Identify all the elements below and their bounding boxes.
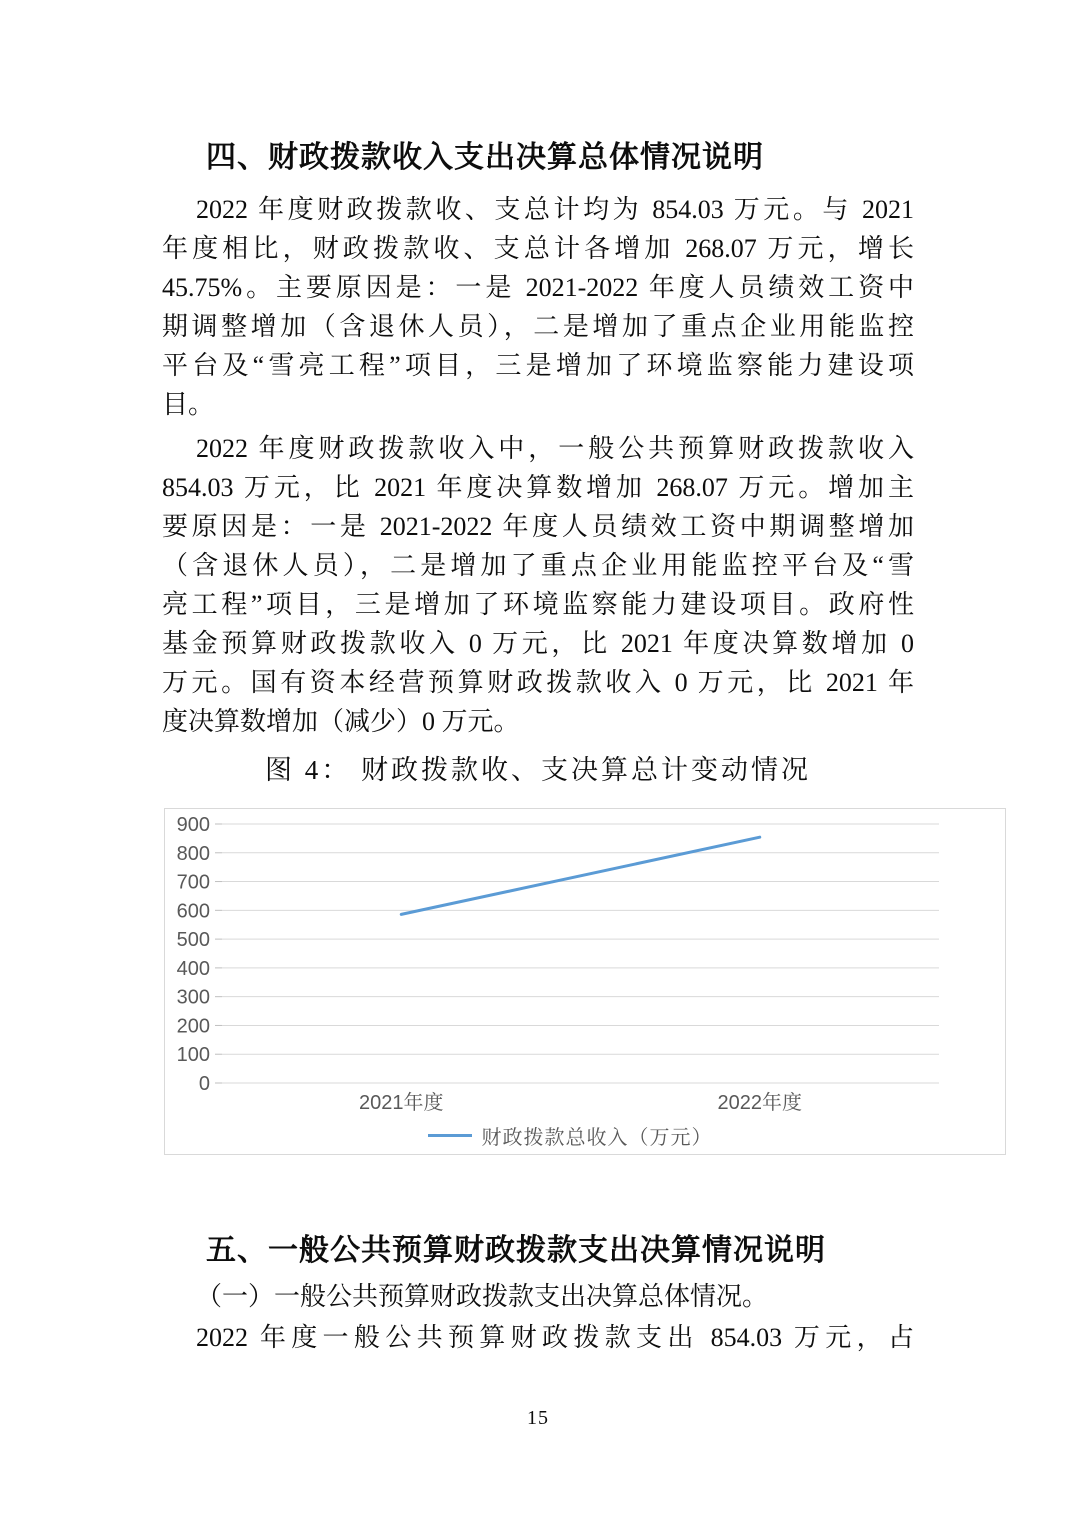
section5-heading: 五、一般公共预算财政拨款支出决算情况说明 xyxy=(206,1234,826,1267)
page-number: 15 xyxy=(527,1407,549,1429)
section5-paragraph-2 xyxy=(162,1318,914,1357)
text-line: （含退休人员），二是增加了重点企业用能监控平台及“雪 xyxy=(162,551,914,580)
x-category-label: 2021年度 xyxy=(359,1092,444,1114)
y-tick-label: 700 xyxy=(176,871,210,894)
y-tick-label: 600 xyxy=(176,900,210,923)
chart-canvas xyxy=(165,809,1005,1154)
text-line: 平台及“雪亮工程”项目，三是增加了环境监察能力建设项 xyxy=(162,351,914,380)
chart-legend xyxy=(165,1121,975,1150)
series-line xyxy=(401,837,760,914)
text-line: 年度相比，财政拨款收、支总计各增加 268.07 万元，增长 xyxy=(162,234,914,263)
y-tick-label: 800 xyxy=(176,842,210,865)
section4-paragraph-2 xyxy=(162,429,914,741)
y-tick-label: 100 xyxy=(176,1044,210,1067)
text-line: 万元。国有资本经营预算财政拨款收入 0 万元，比 2021 年 xyxy=(162,668,914,697)
x-category-label: 2022年度 xyxy=(717,1092,802,1114)
text-line: 度决算数增加（减少）0 万元。 xyxy=(162,707,520,736)
y-tick-label: 400 xyxy=(176,957,210,980)
text-line: 目。 xyxy=(162,390,215,419)
text-line: 2022 年度财政拨款收、支总计均为 854.03 万元。与 2021 xyxy=(196,195,914,224)
text-line: 基金预算财政拨款收入 0 万元，比 2021 年度决算数增加 0 xyxy=(162,629,914,658)
y-tick-label: 0 xyxy=(198,1073,210,1095)
text-line: 要原因是：一是 2021-2022 年度人员绩效工资中期调整增加 xyxy=(162,512,914,541)
text-line: 期调整增加（含退休人员），二是增加了重点企业用能监控 xyxy=(162,312,914,341)
legend-line-marker xyxy=(428,1134,472,1137)
y-tick-label: 200 xyxy=(176,1015,210,1038)
text-line: 2022 年度一般公共预算财政拨款支出 854.03 万元，占 xyxy=(196,1323,914,1352)
section4-heading: 四、财政拨款收入支出决算总体情况说明 xyxy=(206,141,764,174)
y-tick-label: 500 xyxy=(176,929,210,952)
section4-paragraph-1 xyxy=(162,190,914,424)
figure-caption: 图 4： 财政拨款收、支决算总计变动情况 xyxy=(265,755,811,785)
text-line: （一）一般公共预算财政拨款支出决算总体情况。 xyxy=(196,1282,769,1311)
section5-paragraph-1 xyxy=(162,1277,914,1316)
text-line: 854.03 万元，比 2021 年度决算数增加 268.07 万元。增加主 xyxy=(162,473,914,502)
figure4-line-chart xyxy=(164,808,1006,1155)
text-line: 45.75%。主要原因是：一是 2021-2022 年度人员绩效工资中 xyxy=(162,273,914,302)
text-line: 2022 年度财政拨款收入中，一般公共预算财政拨款收入 xyxy=(196,434,914,463)
text-line: 亮工程”项目，三是增加了环境监察能力建设项目。政府性 xyxy=(162,590,914,619)
y-tick-label: 900 xyxy=(176,814,210,836)
y-tick-label: 300 xyxy=(176,986,210,1009)
legend-label: 财政拨款总收入（万元） xyxy=(481,1127,713,1149)
